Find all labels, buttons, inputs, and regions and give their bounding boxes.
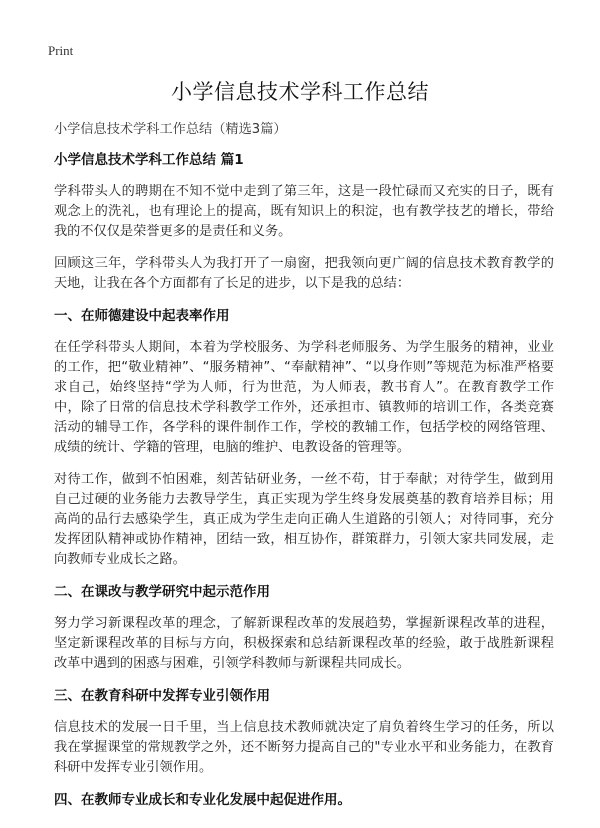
paragraph-section-1-a: 在任学科带头人期间，本着为学校服务、为学科老师服务、为学生服务的精神，业业的工作，把“敬业精神”、“服务精神”、“奉献精神”、“以身作则”等规范为标准严格要求自己，始终坚持“学为人师，行为世范，为人师表，教书育人”。在教育教学工作中，除了日常的信息技术学科教学工作外，还承担市、镇教师的培训工作，各类竞赛活动的辅导工作，各学科的课件制作工作，学校的教辅工作，包括学校的网络管理、成绩的统计、学籍的管理，电脑的维护、电教设备的管理等。 <box>54 340 554 455</box>
article-heading: 小学信息技术学科工作总结 篇1 <box>54 152 244 168</box>
document-subtitle: 小学信息技术学科工作总结（精选3篇） <box>54 122 287 137</box>
print-label: Print <box>48 43 74 58</box>
paragraph-section-1-b: 对待工作，做到不怕困难，刻苦钻研业务，一丝不苟，甘于奉献；对待学生，做到用自己过硬的业务能力去教导学生，真正实现为学生终身发展奠基的教育培养目标；用高尚的品行去感染学生，真正成为学生走向正确人生道路的引领人；对待同事，充分发挥团队精神或协作精神，团结一致，相互协作，群策群力，引领大家共同发展，走向教师专业成长之路。 <box>54 472 554 567</box>
section-heading-2: 二、在课改与教学研究中起示范作用 <box>54 584 270 600</box>
paragraph-intro-2: 回顾这三年，学科带头人为我打开了一扇窗，把我领向更广阔的信息技术教育教学的天地，让我在各个方面都有了长足的进步，以下是我的总结： <box>54 256 554 291</box>
paragraph-section-3: 信息技术的发展一日千里，当上信息技术教师就决定了肩负着终生学习的任务，所以我在掌握课堂的常规教学之外，还不断努力提高自己的"专业水平和业务能力，在教育科研中发挥专业引领作用。 <box>54 720 554 775</box>
paragraph-section-2: 努力学习新课程改革的理念，了解新课程改革的发展趋势，掌握新课程改革的进程，坚定新课程改革的目标与方向，积极探索和总结新课程改革的经验，敢于战胜新课程改革中遇到的困惑与困难，引领学科教师与新课程共同成长。 <box>54 616 554 671</box>
section-heading-1: 一、在师德建设中起表率作用 <box>54 308 230 324</box>
paragraph-intro-1: 学科带头人的聘期在不知不觉中走到了第三年，这是一段忙碌而又充实的日子，既有观念上的洗礼，也有理论上的提高，既有知识上的积淀，也有教学技艺的增长，带给我的不仅仅是荣誉更多的是责任和义务。 <box>54 184 554 239</box>
section-heading-4: 四、在教师专业成长和专业化发展中起促进作用。 <box>54 792 351 808</box>
document-title: 小学信息技术学科工作总结 <box>171 80 429 104</box>
document-body <box>54 120 554 822</box>
section-heading-3: 三、在教育科研中发挥专业引领作用 <box>54 688 270 704</box>
